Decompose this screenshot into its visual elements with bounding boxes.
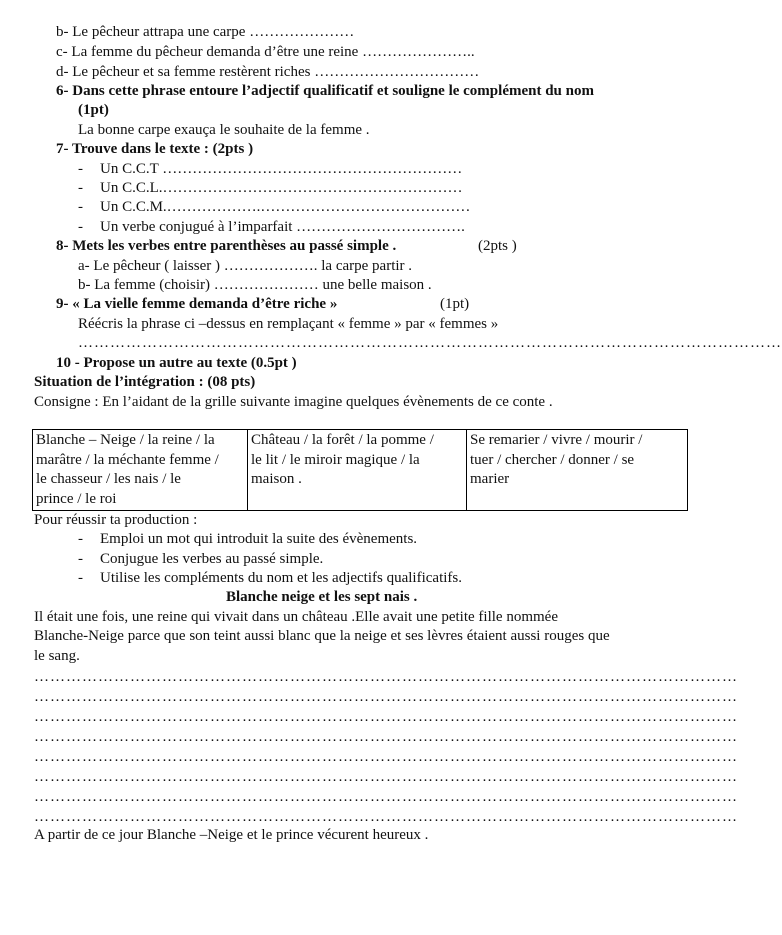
story-title: Blanche neige et les sept nais . [226,589,418,605]
story-line-3: le sang. [34,648,80,664]
grid-cell-places: Château / la forêt / la pomme / le lit / le miroir magique / la maison . [248,430,467,511]
q6-points: (1pt) [78,102,109,118]
q8-item-b: b- La femme (choisir) ………………… une belle maison . [78,277,432,293]
q7-item-ccm: - Un C.C.M.……………….…………………………………… [78,199,471,215]
item-d: d- Le pêcheur et sa femme restèrent riches …………………………… [56,64,480,80]
writing-line-4: …………………………………………………………………………………………………………………… [34,729,738,745]
q10-title: 10 - Propose un autre au texte (0.5pt ) [56,355,297,371]
story-ending: A partir de ce jour Blanche –Neige et le prince vécurent heureux . [34,827,429,843]
writing-line-8: …………………………………………………………………………………………………………………… [34,809,738,825]
grid-row [33,430,688,511]
production-tip-3: - Utilise les compléments du nom et les adjectifs qualificatifs. [78,570,462,586]
production-tip-1: - Emploi un mot qui introduit la suite des évènements. [78,531,418,547]
grid-cell-verbs: Se remarier / vivre / mourir / tuer / chercher / donner / se marier [467,430,688,511]
production-tip-2: - Conjugue les verbes au passé simple. [78,551,324,567]
writing-line-7: …………………………………………………………………………………………………………………… [34,789,738,805]
item-c: c- La femme du pêcheur demanda d’être une reine ………………….. [56,44,475,60]
q7-title: 7- Trouve dans le texte : (2pts ) [56,141,254,157]
q9-points: (1pt) [440,296,470,312]
integration-title: Situation de l’intégration : (08 pts) [34,374,256,390]
q6-title: 6- Dans cette phrase entoure l’adjectif qualificatif et souligne le complément du nom [56,83,594,99]
vocabulary-grid [32,429,688,511]
q7-item-imparfait: - Un verbe conjugué à l’imparfait ……………………………. [78,219,465,235]
writing-line-2: …………………………………………………………………………………………………………………… [34,689,738,705]
production-intro: Pour réussir ta production : [34,512,198,528]
writing-line-1: …………………………………………………………………………………………………………………… [34,669,738,685]
story-line-1: Il était une fois, une reine qui vivait dans un château .Elle avait une petite fille nommée [34,609,558,625]
story-line-2: Blanche-Neige parce que son teint aussi blanc que la neige et ses lèvres étaient aussi rouges que [34,628,610,644]
q8-points: (2pts ) [478,238,517,254]
q7-item-ccl: - Un C.C.L.…………………………………………………… [78,180,463,196]
writing-line-5: …………………………………………………………………………………………………………………… [34,749,738,765]
q8-item-a: a- Le pêcheur ( laisser ) ………………. la carpe partir . [78,258,413,274]
q9-answer-line: …………………………………………………………………………………………………………………… [78,335,782,351]
writing-line-3: …………………………………………………………………………………………………………………… [34,709,738,725]
integration-consigne: Consigne : En l’aidant de la grille suivante imagine quelques évènements de ce conte . [34,394,553,410]
q9-instruction: Réécris la phrase ci –dessus en remplaçant « femme » par « femmes » [78,316,499,332]
q8-title: 8- Mets les verbes entre parenthèses au passé simple . [56,238,397,254]
grid-cell-characters: Blanche – Neige / la reine / la marâtre / la méchante femme / le chasseur / les nais / le prince / le roi [33,430,248,511]
q6-sentence: La bonne carpe exauça le souhaite de la femme . [78,122,370,138]
q7-item-cct: - Un C.C.T …………………………………………………… [78,161,463,177]
writing-line-6: …………………………………………………………………………………………………………………… [34,769,738,785]
q9-title: 9- « La vielle femme demanda d’être riche » [56,296,338,312]
item-b: b- Le pêcheur attrapa une carpe ………………… [56,24,355,40]
